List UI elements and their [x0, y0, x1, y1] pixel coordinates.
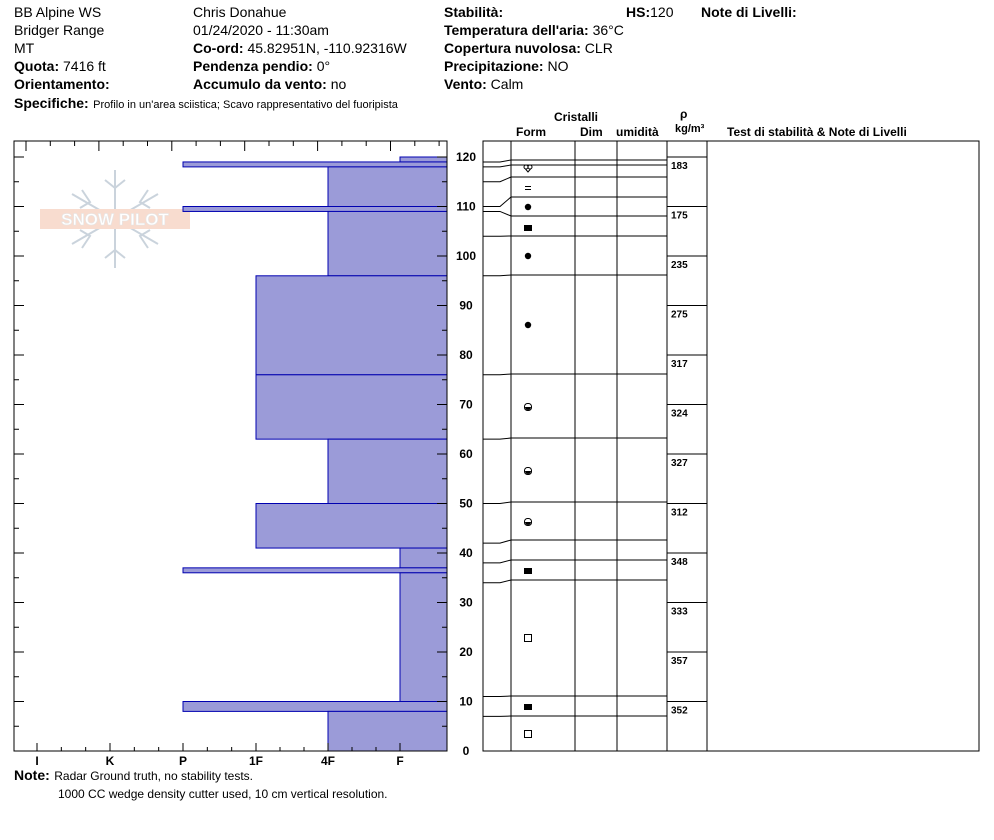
- location-name: BB Alpine WS: [14, 4, 102, 20]
- rounded-grains-icon: [525, 204, 531, 210]
- depth-tick-label: 80: [459, 348, 473, 362]
- depth-connector-line: [483, 160, 511, 162]
- depth-tick-label: 10: [459, 694, 473, 709]
- rounding-faceted-icon: [525, 519, 532, 526]
- sky-value: CLR: [584, 40, 613, 56]
- wind-loading-value: no: [330, 76, 347, 92]
- hardness-bar: [400, 548, 447, 568]
- hardness-bar: [183, 568, 447, 573]
- range-name: Bridger Range: [14, 22, 105, 38]
- depth-tick-label: 100: [455, 249, 477, 263]
- depth-tick-label: 70: [459, 397, 473, 412]
- melt-freeze-crust-icon: [524, 568, 532, 574]
- depth-connector-line: [483, 580, 511, 583]
- hardness-bar: [328, 711, 447, 751]
- depth-connector-line: [483, 165, 511, 167]
- hardness-bar: [183, 702, 447, 712]
- depth-connector-line: [483, 177, 511, 182]
- rounded-grains-icon: [525, 253, 531, 259]
- depth-connector-line: [483, 197, 511, 207]
- hardness-bar: [256, 504, 447, 549]
- hardness-tick-label: 4F: [320, 754, 336, 768]
- note-line-2: 1000 CC wedge density cutter used, 10 cm vertical resolution.: [58, 787, 388, 801]
- precip-label: Precipitazione:: [444, 58, 544, 74]
- slope-value: 0°: [316, 58, 331, 74]
- melt-freeze-crust-icon: [524, 225, 532, 231]
- density-value: 183: [671, 161, 688, 172]
- rounding-faceted-icon: [525, 404, 532, 411]
- density-unit-header: kg/m³: [675, 123, 705, 135]
- rho-header: ρ: [680, 107, 688, 121]
- elevation-value: 7416 ft: [63, 58, 106, 74]
- hardness-bar: [400, 573, 447, 702]
- layer-notes-label: Note di Livelli:: [701, 4, 797, 20]
- hardness-tick-label: 1F: [248, 754, 264, 768]
- depth-connector-line: [483, 211, 511, 216]
- coords-label: Co-ord:: [193, 40, 244, 56]
- depth-tick-label: 20: [459, 645, 473, 659]
- footer-note: [14, 766, 253, 785]
- hardness-tick-label: P: [178, 754, 188, 768]
- snowpilot-logo: [40, 170, 190, 268]
- hardness-bar: [328, 211, 447, 275]
- depth-connector-line: [483, 502, 511, 504]
- logo-text: SNOW PILOT: [61, 210, 169, 229]
- rounded-grains-icon: [525, 322, 531, 328]
- hardness-bar: [400, 157, 447, 162]
- hs-value: 120: [650, 4, 674, 20]
- hardness-bar: [183, 207, 447, 212]
- hardness-tick-label: F: [396, 754, 404, 768]
- depth-connector-line: [483, 275, 511, 276]
- melt-freeze-crust-icon: [524, 704, 532, 710]
- density-value: 317: [671, 359, 688, 370]
- stability-notes-header: Test di stabilità & Note di Livelli: [727, 125, 907, 139]
- slope-label: Pendenza pendio:: [193, 58, 313, 74]
- note-label: Note:: [14, 767, 50, 783]
- rounding-faceted-icon: [525, 468, 532, 475]
- density-value: 348: [671, 557, 688, 568]
- air-temp-value: 36°C: [592, 22, 624, 38]
- density-value: 275: [671, 309, 688, 321]
- elevation-label: Quota:: [14, 58, 60, 74]
- depth-tick-label: 120: [455, 150, 477, 164]
- hardness-bar: [328, 167, 447, 207]
- hardness-bar: [183, 162, 447, 167]
- specifics-label: Specifiche:: [14, 95, 89, 111]
- depth-connector-line: [483, 560, 511, 563]
- depth-tick-label: 40: [459, 546, 473, 560]
- depth-connector-line: [483, 374, 511, 375]
- obs-datetime: 01/24/2020 - 11:30am: [193, 22, 329, 38]
- depth-tick-label: 90: [459, 298, 473, 313]
- note-line-1: Radar Ground truth, no stability tests.: [54, 769, 253, 783]
- coords-value: 45.82951N, -110.92316W: [247, 40, 407, 56]
- wind-value: Calm: [490, 76, 524, 92]
- precip-particles-icon: [524, 165, 532, 172]
- density-value: 235: [671, 260, 688, 271]
- observer-name: Chris Donahue: [193, 4, 287, 20]
- hardness-tick-label: K: [105, 754, 115, 768]
- depth-tick-label: 50: [459, 496, 473, 511]
- stability-label: Stabilità:: [444, 4, 504, 20]
- hardness-bar: [328, 439, 447, 503]
- faceted-crystals-icon: [525, 731, 532, 738]
- wind-label: Vento:: [444, 76, 487, 92]
- density-value: 327: [671, 458, 688, 469]
- specifics-value: Profilo in un'area sciistica; Scavo rappresentativo del fuoripista: [93, 99, 398, 111]
- depth-connector-line: [483, 438, 511, 439]
- hardness-tick-label: I: [35, 754, 39, 768]
- aspect-label: Orientamento:: [14, 76, 110, 92]
- hardness-bar: [256, 276, 447, 375]
- depth-connector-line: [483, 540, 511, 543]
- depth-tick-label: 60: [459, 447, 473, 461]
- faceted-crystals-icon: [525, 635, 532, 642]
- layers-table-frame: [483, 141, 979, 751]
- density-value: 352: [671, 705, 688, 717]
- crystals-header: Cristalli: [554, 110, 599, 124]
- air-temp-label: Temperatura dell'aria:: [444, 22, 589, 38]
- density-value: 175: [671, 210, 688, 222]
- decomposing-fragments-icon: [525, 187, 531, 190]
- hs-label: HS:: [626, 4, 651, 20]
- dim-header: Dim: [580, 125, 603, 139]
- depth-connector-line: [483, 696, 511, 697]
- sky-label: Copertura nuvolosa:: [444, 40, 581, 56]
- density-value: 357: [671, 656, 688, 667]
- density-value: 312: [671, 507, 688, 519]
- density-value: 333: [671, 606, 688, 618]
- hardness-bar: [256, 375, 447, 439]
- depth-tick-label: 110: [456, 199, 476, 214]
- form-header: Form: [516, 125, 546, 139]
- density-value: 324: [671, 408, 688, 420]
- moisture-header: umidità: [616, 125, 659, 139]
- precip-value: NO: [547, 58, 569, 74]
- state-name: MT: [14, 40, 35, 56]
- depth-tick-label: 0: [462, 744, 470, 758]
- depth-tick-label: 30: [459, 595, 473, 610]
- wind-loading-label: Accumulo da vento:: [193, 76, 327, 92]
